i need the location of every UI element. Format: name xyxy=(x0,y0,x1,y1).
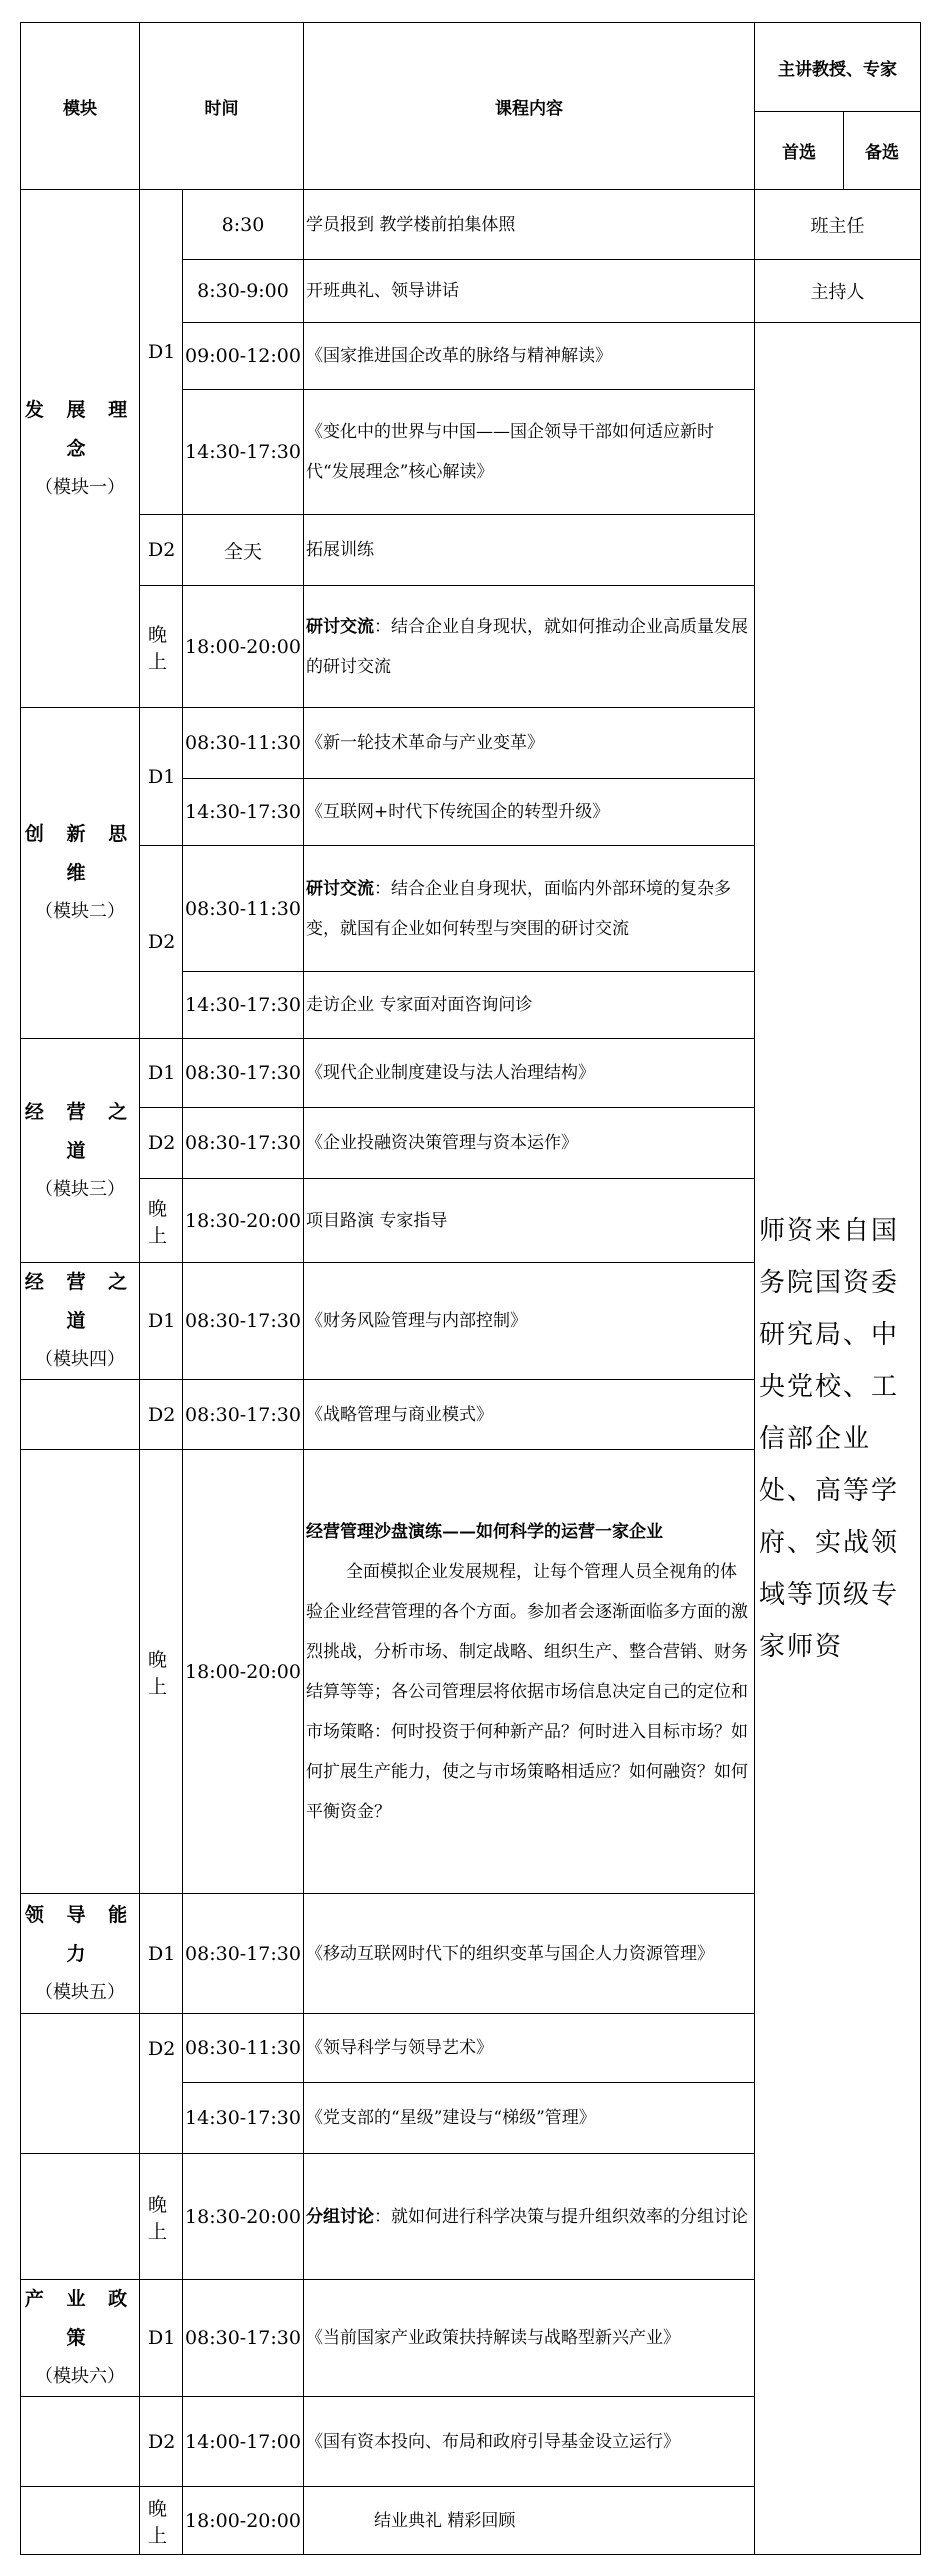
header-lecturers: 主讲教授、专家 xyxy=(755,23,921,112)
module-1-sub: （模块一） xyxy=(35,476,125,498)
m2-r3-content xyxy=(304,846,755,972)
m6-empty-module-cell-2 xyxy=(21,2487,140,2555)
m6-evening: 晚上 xyxy=(140,2487,183,2555)
module-2-sub: （模块二） xyxy=(35,901,125,922)
module-1-cell xyxy=(21,190,140,708)
m5-r4-time: 18:30-20:00 xyxy=(183,2154,304,2280)
m6-r3-time: 18:00-20:00 xyxy=(183,2487,304,2555)
m1-r6-time: 18:00-20:00 xyxy=(183,586,304,708)
experts-cell: 师资来自国务院国资委研究局、中央党校、工信部企业处、高等学府、实战领域等顶级专家师资 xyxy=(755,323,921,2555)
module-6-cell xyxy=(21,2280,140,2397)
module-6-name: 产 业 政策 xyxy=(24,2288,136,2349)
m2-day-2: D2 xyxy=(140,846,183,1039)
m4-r2-time: 08:30-17:30 xyxy=(183,1380,304,1450)
m3-r2-content: 《企业投融资决策管理与资本运作》 xyxy=(304,1108,755,1179)
m3-r2-time: 08:30-17:30 xyxy=(183,1108,304,1179)
m4-empty-module-cell xyxy=(21,1380,140,1450)
m1-r2-time: 8:30-9:00 xyxy=(183,260,304,323)
m5-r4-content xyxy=(304,2154,755,2280)
m3-r1-time: 08:30-17:30 xyxy=(183,1039,304,1108)
m3-evening: 晚上 xyxy=(140,1179,183,1263)
module-2-cell xyxy=(21,708,140,1039)
header-time: 时间 xyxy=(140,23,304,190)
header-content: 课程内容 xyxy=(304,23,755,190)
m1-r4-time: 14:30-17:30 xyxy=(183,390,304,515)
module-3-sub: （模块三） xyxy=(35,1178,125,1200)
m4-r1-time: 08:30-17:30 xyxy=(183,1263,304,1380)
m4-evening: 晚上 xyxy=(140,1450,183,1894)
m2-r1-content: 《新一轮技术革命与产业变革》 xyxy=(304,708,755,779)
m5-day-2: D2 xyxy=(140,2014,183,2154)
m6-day-2: D2 xyxy=(140,2397,183,2487)
schedule-document xyxy=(20,22,921,2555)
m4-r3-content xyxy=(304,1450,755,1894)
m1-r5-content: 拓展训练 xyxy=(304,515,755,586)
module-3-cell xyxy=(21,1039,140,1263)
m2-r3-text: ：结合企业自身现状，面临内外部环境的复杂多变，就国有企业如何转型与突围的研讨交流 xyxy=(306,878,731,939)
m1-day-2: D2 xyxy=(140,515,183,586)
m2-day-1: D1 xyxy=(140,708,183,846)
m1-evening: 晚上 xyxy=(140,586,183,708)
m1-r6-label: 研讨交流 xyxy=(306,616,374,637)
m5-r3-content: 《党支部的“星级”建设与“梯级”管理》 xyxy=(304,2083,755,2154)
m3-day-1: D1 xyxy=(140,1039,183,1108)
m5-empty-module-cell xyxy=(21,2014,140,2154)
m1-r3-time: 09:00-12:00 xyxy=(183,323,304,390)
m4-day-1: D1 xyxy=(140,1263,183,1380)
m5-evening: 晚上 xyxy=(140,2154,183,2280)
sandbox-title: 经营管理沙盘演练——如何科学的运营一家企业 xyxy=(306,1521,663,1542)
m4-day-2: D2 xyxy=(140,1380,183,1450)
m1-r2-content: 开班典礼、领导讲话 xyxy=(304,260,755,323)
m1-r5-time: 全天 xyxy=(183,515,304,586)
module-4-cell xyxy=(21,1263,140,1380)
m2-r3-time: 08:30-11:30 xyxy=(183,846,304,972)
module-3-name: 经 营 之 道 xyxy=(24,1100,136,1162)
m6-r2-content: 《国有资本投向、布局和政府引导基金设立运行》 xyxy=(304,2397,755,2487)
header-backup: 备选 xyxy=(844,112,921,190)
module-1-name: 发 展 理 念 xyxy=(24,398,136,460)
m1-r1-time: 8:30 xyxy=(183,190,304,260)
m2-r4-time: 14:30-17:30 xyxy=(183,972,304,1039)
course-schedule-table xyxy=(20,22,921,2555)
module-4-sub: （模块四） xyxy=(35,1349,125,1370)
m6-r1-time: 08:30-17:30 xyxy=(183,2280,304,2397)
m4-r1-content: 《财务风险管理与内部控制》 xyxy=(304,1263,755,1380)
m5-r4-label: 分组讨论 xyxy=(306,2206,374,2227)
m2-r1-time: 08:30-11:30 xyxy=(183,708,304,779)
m5-r2-time: 08:30-11:30 xyxy=(183,2014,304,2083)
m2-r4-content: 走访企业 专家面对面咨询问诊 xyxy=(304,972,755,1039)
m6-r1-content: 《当前国家产业政策扶持解读与战略型新兴产业》 xyxy=(304,2280,755,2397)
m5-r4-text: ：就如何进行科学决策与提升组织效率的分组讨论 xyxy=(374,2206,748,2227)
m1-r6-content xyxy=(304,586,755,708)
header-first-choice: 首选 xyxy=(755,112,844,190)
m3-r1-content: 《现代企业制度建设与法人治理结构》 xyxy=(304,1039,755,1108)
header-module: 模块 xyxy=(21,23,140,190)
m6-day-1: D1 xyxy=(140,2280,183,2397)
m1-r1-content: 学员报到 教学楼前拍集体照 xyxy=(304,190,755,260)
module-5-cell xyxy=(21,1894,140,2014)
m6-r3-content: 结业典礼 精彩回顾 xyxy=(304,2487,755,2555)
m4-empty-module-cell-2 xyxy=(21,1450,140,1894)
module-4-name: 经 营 之 道 xyxy=(24,1271,136,1332)
m2-r2-time: 14:30-17:30 xyxy=(183,779,304,846)
m3-r3-content: 项目路演 专家指导 xyxy=(304,1179,755,1263)
m1-r6-text: ：结合企业自身现状，就如何推动企业高质量发展的研讨交流 xyxy=(306,616,748,677)
m5-r2-content: 《领导科学与领导艺术》 xyxy=(304,2014,755,2083)
m5-r1-time: 08:30-17:30 xyxy=(183,1894,304,2014)
m1-r1-lecturer: 班主任 xyxy=(755,190,921,260)
m1-r4-content: 《变化中的世界与中国——国企领导干部如何适应新时代“发展理念”核心解读》 xyxy=(304,390,755,515)
m5-r1-content: 《移动互联网时代下的组织变革与国企人力资源管理》 xyxy=(304,1894,755,2014)
m1-day-1: D1 xyxy=(140,190,183,515)
m6-r2-time: 14:00-17:00 xyxy=(183,2397,304,2487)
m6-empty-module-cell xyxy=(21,2397,140,2487)
m1-r3-content: 《国家推进国企改革的脉络与精神解读》 xyxy=(304,323,755,390)
m4-r2-content: 《战略管理与商业模式》 xyxy=(304,1380,755,1450)
sandbox-description: 全面模拟企业发展规程，让每个管理人员全视角的体验企业经营管理的各个方面。参加者会逐渐面临多方面的激烈挑战，分析市场、制定战略、组织生产、整合营销、财务结算等等；各公司管理层将依据市场信息决定自己的定位和市场策略：何时投资于何种新产品？何时进入目标市场？如何扩展生产能力，使之与市场策略相适应？如何融资？如何平衡资金？ xyxy=(306,1561,748,1822)
m5-r3-time: 14:30-17:30 xyxy=(183,2083,304,2154)
m3-r3-time: 18:30-20:00 xyxy=(183,1179,304,1263)
module-2-name: 创 新 思 维 xyxy=(24,823,136,884)
m5-day-1: D1 xyxy=(140,1894,183,2014)
m4-r3-time: 18:00-20:00 xyxy=(183,1450,304,1894)
m2-r3-label: 研讨交流 xyxy=(306,878,374,899)
m3-day-2: D2 xyxy=(140,1108,183,1179)
module-5-sub: （模块五） xyxy=(35,1981,125,2003)
module-5-name: 领 导 能 力 xyxy=(24,1903,136,1965)
m1-r2-lecturer: 主持人 xyxy=(755,260,921,323)
m2-r2-content: 《互联网+时代下传统国企的转型升级》 xyxy=(304,779,755,846)
m5-empty-module-cell-2 xyxy=(21,2154,140,2280)
module-6-sub: （模块六） xyxy=(35,2366,125,2387)
